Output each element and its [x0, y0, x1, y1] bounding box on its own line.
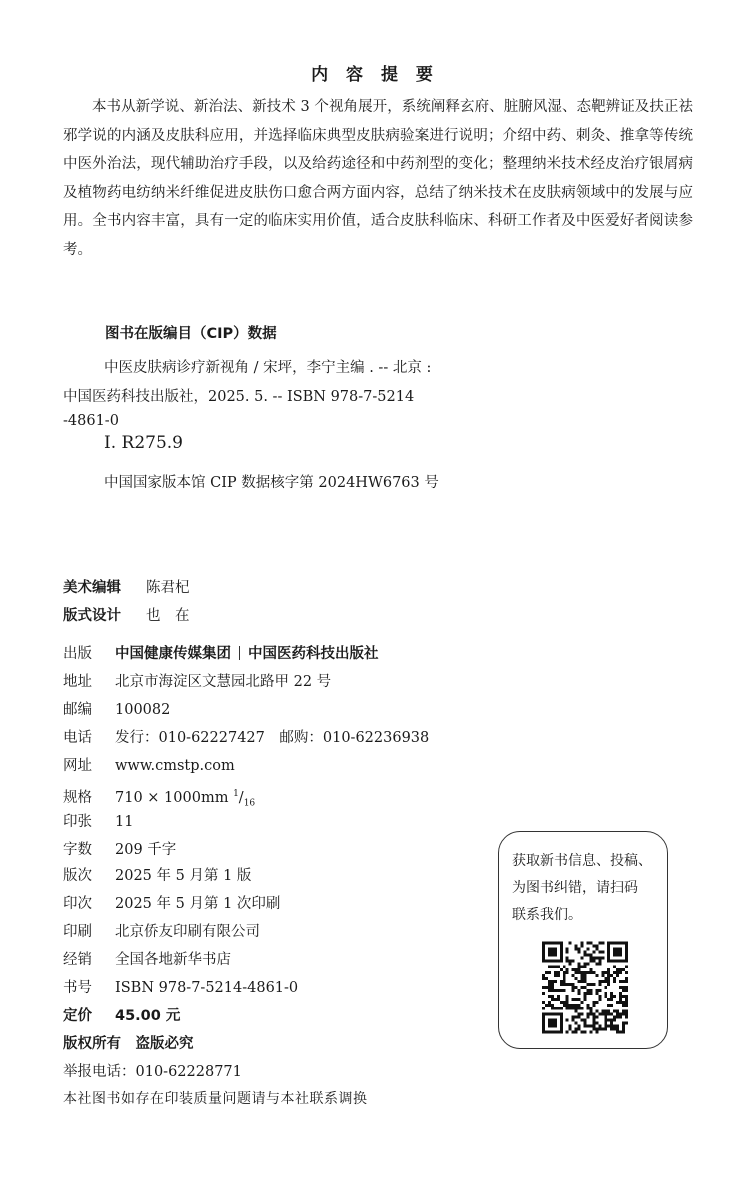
info-label: 规格	[63, 789, 92, 806]
info-isbn	[63, 977, 298, 999]
credit-value: 陈君杞	[146, 580, 190, 596]
info-label: 印张	[63, 814, 92, 830]
info-value: 100082	[115, 702, 171, 718]
info-label: 印刷	[63, 924, 92, 940]
contact-line: 为图书纠错，请扫码	[512, 880, 638, 896]
format-denominator: 16	[243, 798, 256, 809]
info-phone	[63, 727, 429, 749]
cip-line-3: -4861-0	[63, 413, 119, 429]
info-value: 45.00 元	[115, 1008, 181, 1024]
publisher-group: 中国健康传媒集团	[115, 646, 231, 662]
contact-line: 联系我们。	[512, 907, 582, 923]
info-value: 北京市海淀区文慧园北路甲 22 号	[115, 674, 332, 690]
info-label: 电话	[63, 730, 92, 746]
info-label: 出版	[63, 646, 92, 662]
website-link[interactable]: www.cmstp.com	[115, 758, 235, 774]
info-sheets	[63, 811, 133, 833]
cip-line-2: 中国医药科技出版社，2025. 5. -- ISBN 978-7-5214	[63, 389, 415, 405]
info-value: 发行：010-62227427 邮购：010-62236938	[115, 730, 430, 746]
info-edition	[63, 865, 251, 887]
copyright-notice: 版权所有 盗版必究	[63, 1036, 194, 1052]
cip-line-1: 中医皮肤病诊疗新视角 / 宋坪，李宁主编 . -- 北京 :	[104, 360, 432, 376]
contact-line: 获取新书信息、投稿、	[512, 853, 652, 869]
credit-label: 版式设计	[63, 608, 121, 624]
info-value: ISBN 978-7-5214-4861-0	[115, 980, 299, 996]
info-value: 209 千字	[115, 842, 177, 858]
info-label: 经销	[63, 952, 92, 968]
credit-art-editor	[63, 576, 190, 597]
info-value: 2025 年 5 月第 1 次印刷	[115, 896, 281, 912]
info-distributor	[63, 949, 231, 971]
cip-classification: Ⅰ. R275.9	[104, 433, 183, 453]
credit-layout-design	[63, 604, 190, 625]
info-format: 规格 710 × 1000mm $^1/_{16}$	[63, 783, 255, 805]
info-label: 网址	[63, 758, 92, 774]
info-price	[63, 1005, 180, 1027]
info-publisher	[63, 643, 379, 665]
publisher-name: 中国医药科技出版社	[248, 646, 379, 662]
info-printer	[63, 921, 260, 943]
info-label: 书号	[63, 980, 92, 996]
divider	[239, 646, 240, 660]
info-value: 全国各地新华书店	[115, 952, 231, 968]
info-label: 版次	[63, 868, 92, 884]
info-value: 11	[115, 814, 134, 830]
cip-heading: 图书在版编目（CIP）数据	[105, 326, 277, 342]
info-value: 北京侨友印刷有限公司	[115, 924, 260, 940]
qr-code-icon[interactable]	[542, 941, 628, 1034]
info-label: 定价	[63, 1008, 92, 1024]
info-value: 710 × 1000mm	[115, 789, 229, 806]
contact-box-text	[512, 848, 662, 929]
info-label: 印次	[63, 896, 92, 912]
info-label: 邮编	[63, 702, 92, 718]
summary-text: 本书从新学说、新治法、新技术 3 个视角展开，系统阐释玄府、脏腑风湿、态靶辨证及扶正祛邪学说的内涵及皮肤科应用，并选择临床典型皮肤病验案进行说明；介绍中药、刺灸、推拿等传统中医外治法，现代辅助治疗手段，以及给药途径和中药剂型的变化；整理纳米技术经皮治疗银屑病及植物药电纺纳米纤维促进皮肤伤口愈合两方面内容，总结了纳米技术在皮肤病领域中的发展与应用。全书内容丰富，具有一定的临床实用价值，适合皮肤科临床、科研工作者及中医爱好者阅读参考。	[63, 99, 693, 258]
info-address	[63, 671, 331, 693]
info-website	[63, 755, 235, 777]
info-value: 2025 年 5 月第 1 版	[115, 868, 252, 884]
credit-label: 美术编辑	[63, 580, 121, 596]
cip-record-number: 中国国家版本馆 CIP 数据核字第 2024HW6763 号	[104, 475, 439, 491]
format-numerator: 1	[233, 789, 239, 799]
info-printing	[63, 893, 280, 915]
summary-title: 内 容 提 要	[311, 65, 439, 85]
info-postcode	[63, 699, 170, 721]
info-label: 地址	[63, 674, 92, 690]
footer-notice: 本社图书如存在印装质量问题请与本社联系调换	[63, 1091, 368, 1107]
info-label: 字数	[63, 842, 92, 858]
info-word-count	[63, 839, 176, 861]
report-phone: 举报电话：010-62228771	[63, 1064, 242, 1080]
credit-value: 也 在	[146, 608, 190, 624]
